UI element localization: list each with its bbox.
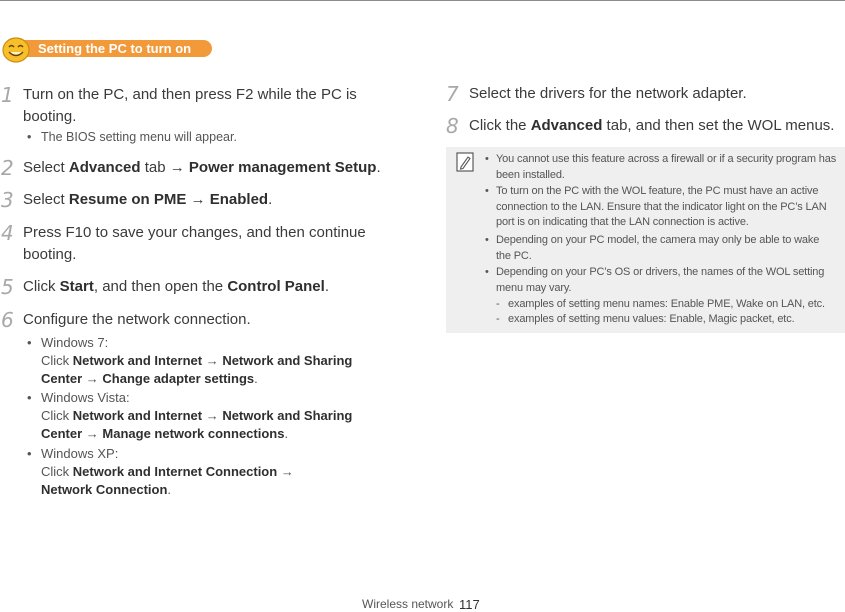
os-item-windows-vista: • Windows Vista: Click Network and Internet → Network and Sharing Center → Manage network connections. bbox=[41, 389, 381, 443]
step-6 bbox=[1, 308, 251, 332]
step-number: 5 bbox=[1, 275, 14, 299]
step-text: → bbox=[186, 191, 210, 208]
step-1-bullet: • The BIOS setting menu will appear. bbox=[27, 130, 237, 144]
os-name: Windows XP: bbox=[41, 446, 119, 461]
note-line: To turn on the PC with the WOL feature, the PC must have an active bbox=[496, 185, 819, 197]
top-rule bbox=[0, 0, 845, 1]
step-text-line: Press F10 to save your changes, and then continue bbox=[23, 224, 366, 241]
step-number: 4 bbox=[1, 221, 14, 245]
step-text-line: Turn on the PC, and then press F2 while the PC is bbox=[23, 86, 357, 103]
step-7 bbox=[446, 82, 747, 106]
note-item: • Depending on your PC’s OS or drivers, the names of the WOL setting menu may vary. bbox=[496, 265, 841, 296]
note-line: been installed. bbox=[496, 168, 565, 181]
step-text: tab → bbox=[140, 159, 189, 176]
note-item: • To turn on the PC with the WOL feature, the PC must have an active connection to the LAN. Ensure that the indicator light on the PC’s LAN port is on indicating that the LAN connection is active. bbox=[496, 184, 841, 231]
step-text: . bbox=[324, 278, 329, 295]
bullet-text: The BIOS setting menu will appear. bbox=[41, 130, 237, 144]
step-1 bbox=[1, 83, 383, 128]
note-line: menu may vary. bbox=[496, 281, 572, 294]
menu-term: Resume on PME bbox=[68, 191, 187, 208]
note-sub-item: - examples of setting menu values: Enable, Magic packet, etc. bbox=[496, 313, 795, 325]
menu-term: Start bbox=[59, 278, 94, 295]
os-item-windows-xp: • Windows XP: Click Network and Internet Connection → Network Connection. bbox=[41, 445, 381, 499]
menu-term: Advanced bbox=[530, 117, 603, 134]
note-item: • You cannot use this feature across a firewall or if a security program has been installed. bbox=[496, 152, 841, 183]
step-text-line: booting. bbox=[23, 108, 77, 125]
step-number: 2 bbox=[1, 156, 14, 180]
step-text: tab, and then set the WOL menus. bbox=[602, 117, 835, 134]
step-4 bbox=[1, 221, 383, 266]
step-number: 7 bbox=[446, 82, 459, 106]
page-number: 117 bbox=[459, 597, 480, 612]
step-8 bbox=[446, 114, 835, 138]
os-item-windows-7: • Windows 7: Click Network and Internet → Network and Sharing Center → Change adapter settings. bbox=[41, 334, 381, 388]
menu-term: Advanced bbox=[68, 159, 141, 176]
step-3 bbox=[1, 188, 273, 212]
step-text: . bbox=[376, 159, 381, 176]
note-sub-item: - examples of setting menu names: Enable PME, Wake on LAN, etc. bbox=[496, 298, 825, 310]
step-number: 1 bbox=[1, 83, 14, 107]
step-text-line: booting. bbox=[23, 246, 77, 263]
note-sub-text: examples of setting menu values: Enable, Magic packet, etc. bbox=[508, 313, 795, 325]
menu-term: Enabled bbox=[209, 191, 269, 208]
os-name: Windows 7: bbox=[41, 335, 109, 350]
os-path-line: Network Connection. bbox=[41, 482, 172, 497]
step-5 bbox=[1, 275, 329, 299]
step-2 bbox=[1, 156, 381, 180]
step-number: 3 bbox=[1, 188, 14, 212]
step-text: Select the drivers for the network adapter. bbox=[469, 85, 747, 102]
os-name: Windows Vista: bbox=[41, 390, 130, 405]
note-sub-text: examples of setting menu names: Enable PME, Wake on LAN, etc. bbox=[508, 298, 825, 310]
os-path-line: Center → Manage network connections. bbox=[41, 426, 289, 441]
footer-label: Wireless network bbox=[362, 597, 454, 611]
menu-term: Power management Setup bbox=[188, 159, 377, 176]
note-pencil-icon bbox=[456, 152, 474, 172]
os-path-line: Center → Change adapter settings. bbox=[41, 371, 258, 386]
note-line: Depending on your PC model, the camera may only be able to wake bbox=[496, 234, 820, 246]
step-text: Select bbox=[23, 191, 69, 208]
os-path-line: Click Network and Internet → Network and Sharing bbox=[41, 408, 353, 423]
note-line: Depending on your PC’s OS or drivers, the names of the WOL setting bbox=[496, 266, 825, 278]
step-text: , and then open the bbox=[93, 278, 228, 295]
step-text: Click bbox=[23, 278, 60, 295]
step-text: Click the bbox=[469, 117, 531, 134]
note-line: You cannot use this feature across a firewall or if a security program has bbox=[496, 153, 837, 165]
step-text: Configure the network connection. bbox=[23, 311, 251, 328]
os-path-line: Click Network and Internet Connection → bbox=[41, 464, 294, 479]
step-text: . bbox=[268, 191, 273, 208]
smiley-icon bbox=[2, 37, 32, 63]
step-text: Select bbox=[23, 159, 69, 176]
os-path-line: Click Network and Internet → Network and Sharing bbox=[41, 353, 353, 368]
note-item: • Depending on your PC model, the camera may only be able to wake the PC. bbox=[496, 233, 841, 264]
note-line: port is on indicating that the LAN connection is active. bbox=[496, 216, 749, 228]
note-line: the PC. bbox=[496, 249, 532, 262]
note-line: connection to the LAN. Ensure that the indicator light on the PC’s LAN bbox=[496, 200, 827, 213]
step-number: 6 bbox=[1, 308, 14, 332]
section-header bbox=[2, 37, 214, 61]
step-number: 8 bbox=[446, 114, 459, 138]
section-title: Setting the PC to turn on bbox=[38, 41, 192, 56]
menu-term: Control Panel bbox=[227, 278, 325, 295]
